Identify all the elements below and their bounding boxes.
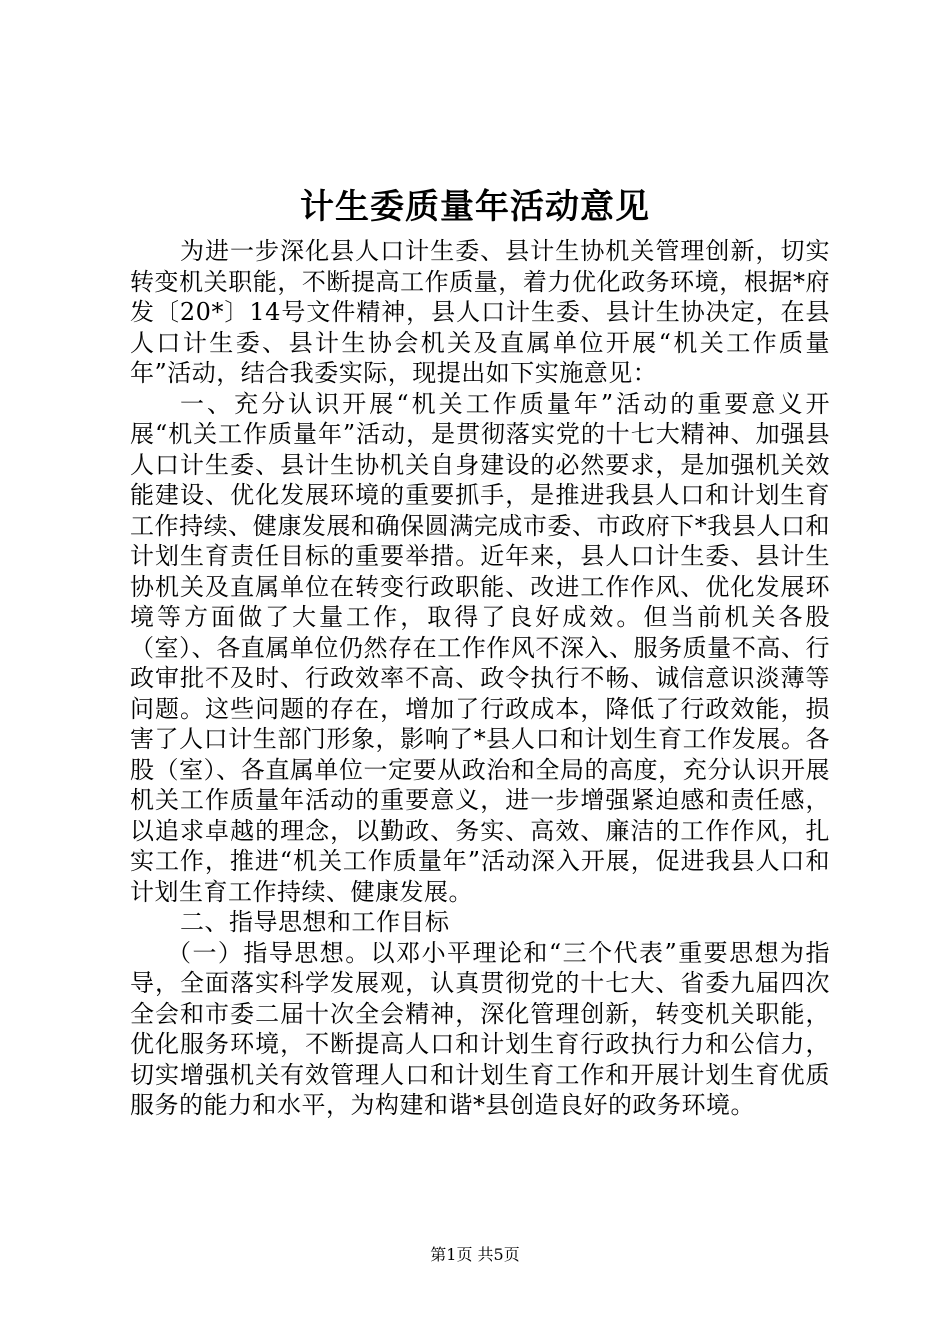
document-body xyxy=(130,236,830,1121)
guiding-ideology-paragraph: （一）指导思想。以邓小平理论和“三个代表”重要思想为指导，全面落实科学发展观，认真贯彻党的十七大、省委九届四次全会和市委二届十次全会精神，深化管理创新，转变机关职能，优化服务环境，不断提高人口和计划生育行政执行力和公信力，切实增强机关有效管理人口和计划生育工作和开展计划生育优质服务的能力和水平，为构建和谐*县创造良好的政务环境。 xyxy=(130,938,830,1119)
document-title: 计生委质量年活动意见 xyxy=(300,187,650,227)
page-footer: 第1页 共5页 xyxy=(430,1245,520,1264)
section-one-paragraph: 一、充分认识开展“机关工作质量年”活动的重要意义开展“机关工作质量年”活动，是贯彻落实党的十七大精神、加强县人口计生委、县计生协机关自身建设的必然要求，是加强机关效能建设、优化发展环境的重要抓手，是推进我县人口和计划生育工作持续、健康发展和确保圆满完成市委、市政府下*我县人口和计划生育责任目标的重要举措。近年来，县人口计生委、县计生协机关及直属单位在转变行政职能、改进工作作风、优化发展环境等方面做了大量工作，取得了良好成效。但当前机关各股（室）、各直属单位仍然存在工作作风不深入、服务质量不高、行政审批不及时、行政效率不高、政令执行不畅、诚信意识淡薄等问题。这些问题的存在，增加了行政成本，降低了行政效能，损害了人口计生部门形象，影响了*县人口和计划生育工作发展。各股（室）、各直属单位一定要从政治和全局的高度，充分认识开展机关工作质量年活动的重要意义，进一步增强紧迫感和责任感，以追求卓越的理念，以勤政、务实、高效、廉洁的工作作风，扎实工作，推进“机关工作质量年”活动深入开展，促进我县人口和计划生育工作持续、健康发展。 xyxy=(130,389,830,906)
section-two-heading: 二、指导思想和工作目标 xyxy=(180,908,450,936)
intro-paragraph: 为进一步深化县人口计生委、县计生协机关管理创新，切实转变机关职能，不断提高工作质量，着力优化政务环境，根据*府发〔20*〕14号文件精神，县人口计生委、县计生协决定，在县人口计生委、县计生协会机关及直属单位开展“机关工作质量年”活动，结合我委实际，现提出如下实施意见： xyxy=(130,237,830,387)
